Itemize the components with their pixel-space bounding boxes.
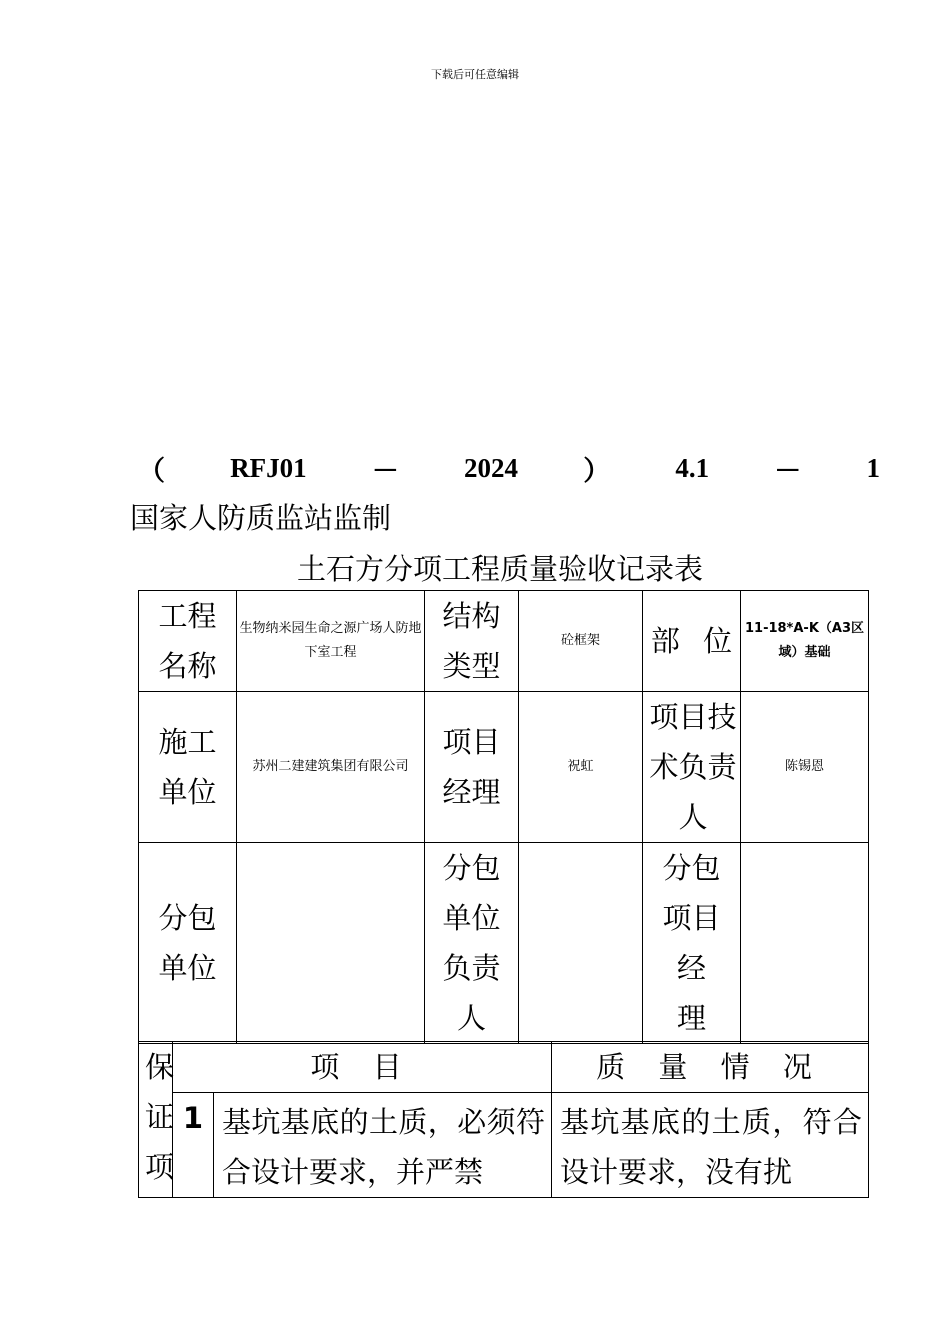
structure-type-value: 砼框架 [519,591,643,692]
code-part: ） [583,455,611,486]
location-value: 11-18*A-K（A3区域）基础 [741,591,869,692]
project-manager-value: 祝虹 [519,692,643,843]
table-row [139,843,869,1044]
contractor-value: 苏州二建建筑集团有限公司 [237,692,425,843]
item-description: 基坑基底的土质，必须符合设计要求，并严禁 [214,1093,552,1198]
table-row [139,1093,869,1198]
project-info-table [138,590,869,1044]
code-part: （ [138,455,165,486]
location-label: 部 位 [643,591,741,692]
table-row [139,1042,869,1093]
project-name-label: 工程名称 [139,591,237,692]
subcontractor-value [237,843,425,1044]
form-title: 土石方分项工程质量验收记录表 [296,552,703,586]
sub-lead-label: 分包单位负责人 [425,843,519,1044]
page-header-note: 下载后可任意编辑 [431,68,519,81]
sub-manager-value [741,843,869,1044]
structure-type-label: 结构类型 [425,591,519,692]
issuing-organization: 国家人防质监站监制 [130,501,392,535]
code-part: RFJ01 [230,452,307,483]
item-column-header: 项 目 [173,1042,552,1093]
code-part: 2024 [464,452,519,483]
project-manager-label: 项目经理 [425,692,519,843]
project-name-value: 生物纳米园生命之源广场人防地下室工程 [237,591,425,692]
inspection-items-table [138,1041,869,1198]
subcontractor-label: 分包单位 [139,843,237,1044]
sub-lead-value [519,843,643,1044]
code-part: 1 [866,452,880,483]
form-code-line [138,450,880,486]
item-number: 1 [173,1093,214,1198]
sub-manager-label: 分包项目经 理 [643,843,741,1044]
tech-lead-value: 陈锡恩 [741,692,869,843]
code-part: － [774,455,802,486]
contractor-label: 施工单位 [139,692,237,843]
table-row [139,591,869,692]
tech-lead-label: 项目技术负责人 [643,692,741,843]
code-part: － [371,455,399,486]
quality-description: 基坑基底的土质，符合设计要求，没有扰 [552,1093,869,1198]
table-row [139,692,869,843]
code-part: 4.1 [675,452,710,483]
guarantee-item-label: 保证项 [139,1042,173,1198]
quality-column-header: 质 量 情 况 [552,1042,869,1093]
